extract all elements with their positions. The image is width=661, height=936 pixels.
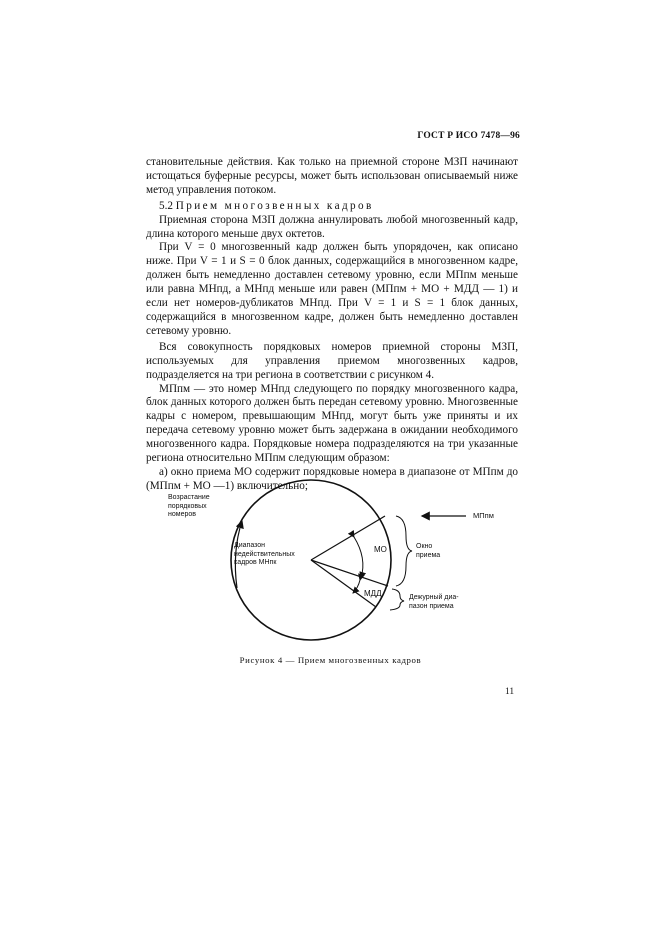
figure-4 [146,476,518,666]
mo-arc-arrow [354,537,363,578]
paragraph: Приемная сторона МЗП должна аннулировать любой многозвенный кадр, длина которого меньше двух октетов. [146,213,518,240]
section-heading [146,200,518,214]
mppm-label: МПпм [473,511,494,520]
mo-label: МО [374,545,387,554]
section-title: Прием многозвенных кадров [175,199,374,212]
window-label: Окно приема [416,543,441,559]
paragraph: становительные действия. Как только на приемной стороне МЗП начинают истощаться буферные ресурсы, может быть использован описываемый ниже метод управления потоком. [146,156,518,196]
list-item: а) окно приема МО содержит порядковые номера в диапазоне от МПпм до (МПпм + МО —1) включительно; [146,465,518,492]
growth-label: Возрастание порядковых номеров [168,494,210,518]
window-brace [396,516,412,586]
figure-caption: Рисунок 4 — Прием многозвенных кадров [239,655,422,665]
mdd-label: МДД [364,589,382,598]
radius-line-window-end [311,560,388,586]
paragraph: МПпм — это номер МНпд следующего по порядку многозвенного кадра, блок данных которого должен быть передан сетевому уровню. Многозвенные кадры с номером, превышающим МНпд, могут быть уже приняты и их передача сетевому уровню может быть задержана в ожидании необходимого многозвенного кадра. Порядковые номера подразделяются на три указанные региона относительно МПпм следующим образом: [146,382,518,465]
paragraph: Вся совокупность порядковых номеров приемной стороны МЗП, используемых для управления приемом многозвенных кадров, подразделяется на три региона в соответствии с рисунком 4. [146,340,518,381]
page-number: 11 [505,687,515,697]
section-number: 5.2 [159,199,173,212]
invalid-range-label: Диапазон недействительных кадров МНпк [234,542,295,566]
duty-brace [390,589,404,610]
duty-range-label: Дежурный диа- пазон приема [409,594,459,610]
document-header: ГОСТ Р ИСО 7478—96 [417,131,520,141]
body-text [146,156,518,494]
paragraph: При V = 0 многозвенный кадр должен быть упорядочен, как описано ниже. При V = 1 и S = 0 блок данных, содержащийся в многозвенном кадре, должен быть немедленно доставлен сетевому уровню, если МПпм меньше или равна МНпд, а МНпд меньше или равен (МПпм + МО + МДД — 1) и если нет номеров-дубликатов МНпд. При V = 1 и S = 1 блок данных, содержащийся в многозвенном кадре, должен быть немедленно доставлен сетевому уровню. [146,241,518,337]
radius-line-duty-end [311,560,376,607]
